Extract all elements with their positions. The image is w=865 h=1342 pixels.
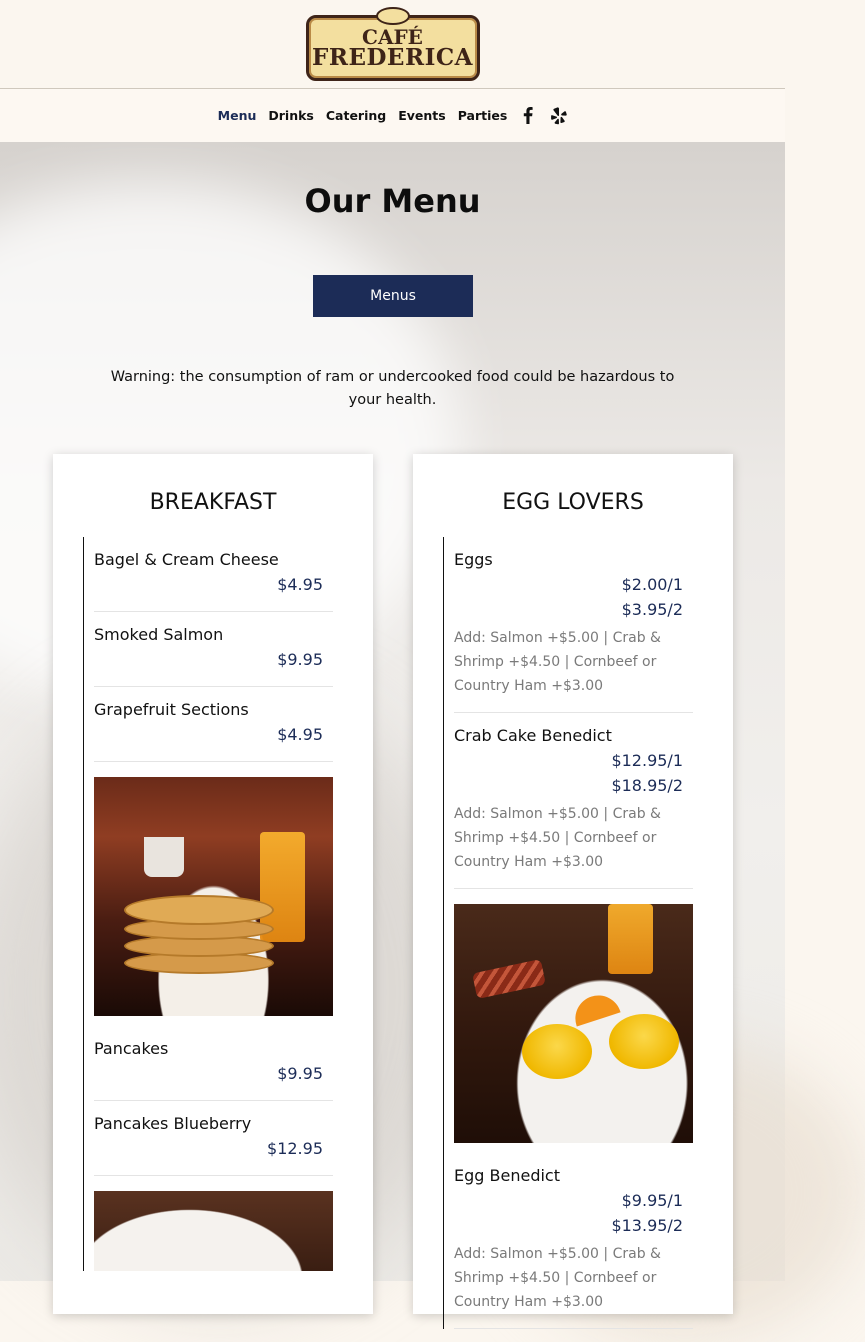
list-item xyxy=(454,713,693,889)
nav-drinks[interactable]: Drinks xyxy=(268,108,314,123)
nav-parties[interactable]: Parties xyxy=(457,108,508,123)
item-price: $2.00/1 xyxy=(621,575,683,594)
item-name: Smoked Salmon xyxy=(94,625,224,644)
egg-lovers-list xyxy=(443,537,693,1329)
item-price: $12.95/1 xyxy=(611,751,683,770)
logo-bar xyxy=(0,0,785,89)
coffee-cup xyxy=(144,837,184,877)
egg-lovers-title: EGG LOVERS xyxy=(502,490,644,515)
orange-juice-glass xyxy=(608,904,653,974)
item-price: $9.95 xyxy=(277,1064,323,1083)
list-item xyxy=(454,537,693,713)
item-price: $12.95 xyxy=(267,1139,323,1158)
poached-egg xyxy=(522,1024,592,1079)
poached-egg xyxy=(609,1014,679,1069)
list-item xyxy=(94,1026,333,1101)
orange-slice xyxy=(569,989,620,1026)
breakfast-list xyxy=(83,537,333,1271)
item-name: Grapefruit Sections xyxy=(94,700,249,719)
hero-section xyxy=(0,142,785,1310)
pancake-layer xyxy=(124,895,274,925)
item-note: Add: Salmon +$5.00 | Crab & Shrimp +$4.50 | Cornbeef or Country Ham +$3.00 xyxy=(454,806,661,870)
food-warning: Warning: the consumption of ram or undercooked food could be hazardous to your health. xyxy=(110,369,675,408)
yelp-icon[interactable] xyxy=(549,107,567,125)
breakfast-title: BREAKFAST xyxy=(149,490,277,515)
french-toast-photo xyxy=(94,1191,333,1271)
item-price: $9.95/1 xyxy=(621,1191,683,1210)
item-price: $4.95 xyxy=(277,575,323,594)
item-price: $9.95 xyxy=(277,650,323,669)
item-price: $4.95 xyxy=(277,725,323,744)
list-item xyxy=(454,1153,693,1329)
nav-catering[interactable]: Catering xyxy=(325,108,387,123)
facebook-icon[interactable] xyxy=(519,107,537,125)
egg-lovers-card xyxy=(413,454,733,1314)
page-title: Our Menu xyxy=(304,182,481,220)
item-price: $18.95/2 xyxy=(611,776,683,795)
item-note: Add: Salmon +$5.00 | Crab & Shrimp +$4.50 | Cornbeef or Country Ham +$3.00 xyxy=(454,630,661,694)
main-nav xyxy=(0,89,785,142)
logo-crest-icon xyxy=(376,7,410,25)
list-item xyxy=(94,537,333,612)
breakfast-card xyxy=(53,454,373,1314)
item-name: Eggs xyxy=(454,550,493,569)
list-item xyxy=(94,1101,333,1176)
egg-benedict-photo xyxy=(454,904,693,1143)
menus-button[interactable]: Menus xyxy=(313,275,473,317)
cafe-frederica-logo[interactable] xyxy=(306,7,480,81)
item-price: $13.95/2 xyxy=(611,1216,683,1235)
bacon-strips xyxy=(472,959,546,999)
nav-events[interactable]: Events xyxy=(398,108,446,123)
pancakes-photo xyxy=(94,777,333,1016)
item-note: Add: Salmon +$5.00 | Crab & Shrimp +$4.50 | Cornbeef or Country Ham +$3.00 xyxy=(454,1246,661,1310)
list-item xyxy=(94,687,333,762)
item-name: Crab Cake Benedict xyxy=(454,726,612,745)
logo-line-2: FREDERICA xyxy=(312,44,473,71)
item-name: Bagel & Cream Cheese xyxy=(94,550,279,569)
item-name: Egg Benedict xyxy=(454,1166,560,1185)
logo-line-1: CAFÉ xyxy=(362,25,423,49)
list-item xyxy=(94,612,333,687)
item-price: $3.95/2 xyxy=(621,600,683,619)
item-name: Pancakes xyxy=(94,1039,169,1058)
item-name: Pancakes Blueberry xyxy=(94,1114,252,1133)
nav-menu[interactable]: Menu xyxy=(217,108,257,123)
